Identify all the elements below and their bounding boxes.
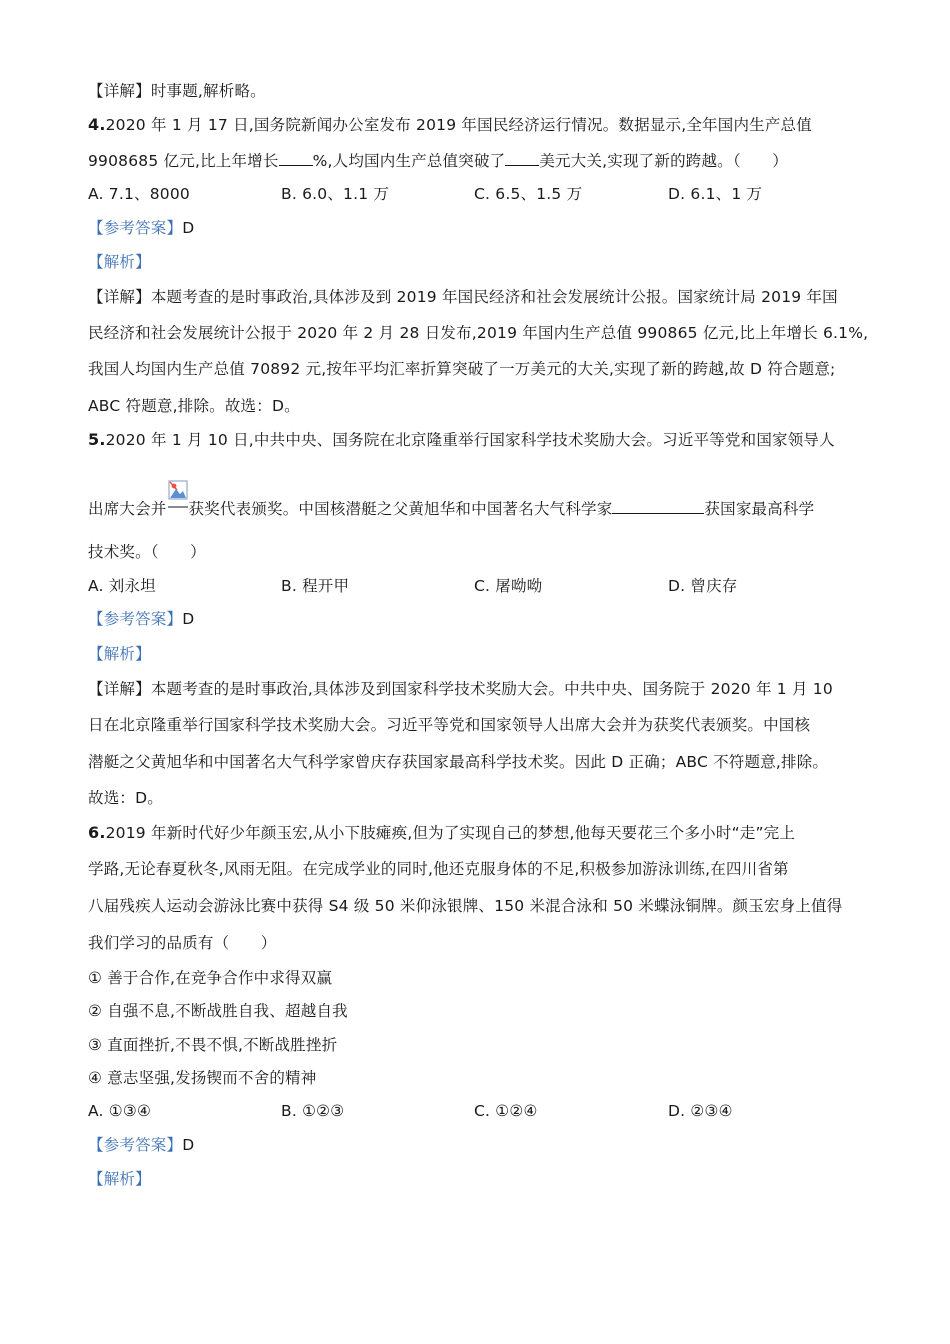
answer-tag: 【参考答案】 [88,1136,183,1154]
q5-stem-line1 [88,429,878,451]
q6-option-d[interactable]: D. ②③④ [668,1102,733,1120]
q5-detail-line3: 潜艇之父黄旭华和中国著名大气科学家曾庆存获国家最高科学技术奖。因此 D 正确；ABC 不符题意,排除。 [88,753,829,771]
q5-text-a: 出席大会并 [88,500,167,518]
broken-image-icon [168,492,188,520]
q5-text: 2020 年 1 月 10 日,中共中央、国务院在北京隆重举行国家科学技术奖励大会。习近平等党和国家领导人 [105,431,835,449]
detail-tag: 【详解】 [88,82,151,100]
q6-statement-3: ③ 直面挫折,不畏不惧,不断战胜挫折 [88,1036,338,1054]
q4-stem-line1 [88,114,878,136]
detail-text: 本题考查的是时事政治,具体涉及到 2019 年国民经济和社会发展统计公报。国家统计局 2019 年国 [150,288,838,306]
q5-blank [612,498,704,514]
q6-option-a[interactable]: A. ①③④ [88,1102,152,1120]
q5-detail-line1 [88,678,878,700]
q4-detail-line3: 我国人均国内生产总值 70892 元,按年平均汇率折算突破了一万美元的大关,实现了新的跨越,故 D 符合题意; [88,360,836,378]
answer-value: D [182,219,195,237]
q6-statement-1: ① 善于合作,在竞争合作中求得双赢 [88,969,333,987]
q4-option-c[interactable]: C. 6.5、1.5 万 [474,185,583,203]
q5-option-a[interactable]: A. 刘永坦 [88,577,156,595]
q4-detail-line4: ABC 符题意,排除。故选：D。 [88,397,300,415]
q6-answer [88,1134,878,1156]
q6-stem-line3: 八届残疾人运动会游泳比赛中获得 S4 级 50 米仰泳银牌、150 米混合泳和 50 米蝶泳铜牌。颜玉宏身上值得 [88,897,843,915]
q4-text: 2020 年 1 月 17 日,国务院新闻办公室发布 2019 年国民经济运行情况。数据显示,全年国内生产总值 [105,116,812,134]
intro-detail [88,80,878,102]
q5-option-b[interactable]: B. 程开甲 [281,577,350,595]
q5-option-c[interactable]: C. 屠呦呦 [474,577,543,595]
detail-tag: 【详解】 [88,288,151,306]
q4-option-a[interactable]: A. 7.1、8000 [88,185,190,203]
q6-text: 2019 年新时代好少年颜玉宏,从小下肢瘫痪,但为了实现自己的梦想,他每天要花三个多小时“走”完上 [105,824,796,842]
q5-option-d[interactable]: D. 曾庆存 [668,577,738,595]
q5-answer [88,608,878,630]
answer-tag: 【参考答案】 [88,610,183,628]
q5-stem-line2 [88,492,878,520]
q4-detail-line2: 民经济和社会发展统计公报于 2020 年 2 月 28 日发布,2019 年国内生产总值 990865 亿元,比上年增长 6.1%, [88,324,869,342]
q4-blank-1 [279,150,313,166]
q4-text-a: 9908685 亿元,比上年增长 [88,152,279,170]
q6-stem-line4: 我们学习的品质有（ ） [88,934,277,952]
q4-detail-line1 [88,286,878,308]
detail-text: 本题考查的是时事政治,具体涉及到国家科学技术奖励大会。中共中央、国务院于 2020 年 1 月 10 [150,680,833,698]
q6-number: 6. [88,823,106,842]
q5-stem-line3: 技术奖。（ ） [88,543,206,561]
q4-answer [88,217,878,239]
q5-analysis-tag: 【解析】 [88,645,151,663]
q4-stem-line2 [88,150,878,172]
answer-value: D [182,610,195,628]
q6-option-c[interactable]: C. ①②④ [474,1102,538,1120]
answer-value: D [182,1136,195,1154]
q6-analysis-tag: 【解析】 [88,1170,151,1188]
q4-text-c: 美元大关,实现了新的跨越。（ ） [539,152,788,170]
q5-text-b: 获奖代表颁奖。中国核潜艇之父黄旭华和中国著名大气科学家 [188,500,613,518]
q5-number: 5. [88,430,106,449]
q5-detail-line4: 故选：D。 [88,789,163,807]
q4-option-b[interactable]: B. 6.0、1.1 万 [281,185,390,203]
detail-tag: 【详解】 [88,680,151,698]
q6-stem-line1 [88,822,878,844]
q6-statement-2: ② 自强不息,不断战胜自我、超越自我 [88,1002,348,1020]
q4-number: 4. [88,115,106,134]
detail-text: 时事题,解析略。 [150,82,266,100]
q5-detail-line2: 日在北京隆重举行国家科学技术奖励大会。习近平等党和国家领导人出席大会并为获奖代表颁奖。中国核 [88,716,811,734]
q4-option-d[interactable]: D. 6.1、1 万 [668,185,763,203]
answer-tag: 【参考答案】 [88,219,183,237]
q4-blank-2 [505,150,539,166]
q6-option-b[interactable]: B. ①②③ [281,1102,345,1120]
q6-statement-4: ④ 意志坚强,发扬锲而不舍的精神 [88,1069,317,1087]
q4-analysis-tag: 【解析】 [88,253,151,271]
q5-text-c: 获国家最高科学 [704,500,815,518]
q6-stem-line2: 学路,无论春夏秋冬,风雨无阻。在完成学业的同时,他还克服身体的不足,积极参加游泳训练,在四川省第 [88,860,789,878]
q4-text-b: %,人均国内生产总值突破了 [312,152,506,170]
